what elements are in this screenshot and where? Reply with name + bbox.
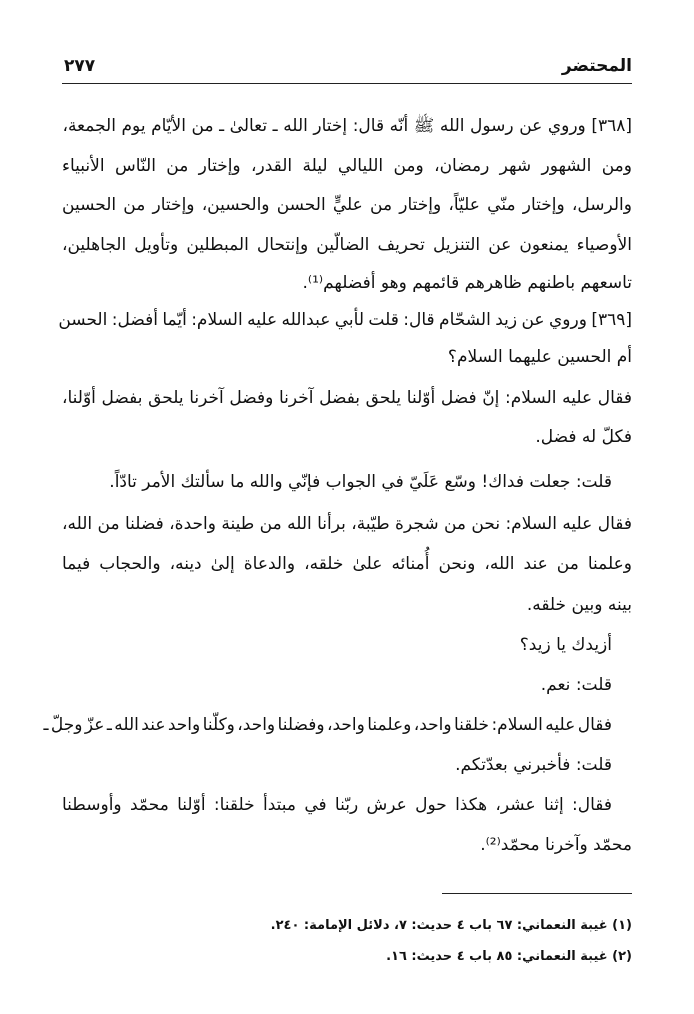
text-line: [٣٦٨] وروي عن رسول الله ﷺ أنّه قال: إختار الله ـ تعالىٰ ـ من الأيّام يوم الجمعة، bbox=[62, 116, 632, 136]
footnote: (٢) غيبة النعماني: ٨٥ باب ٤ حديث: ١٦. bbox=[386, 949, 632, 964]
text-line: فقال عليه السلام: نحن من شجرة طيّبة، برأنا الله من طينة واحدة، فضلنا من الله، bbox=[62, 514, 632, 534]
text-line: والرسل، وإختار منّي عليّاً، وإختار من عليٍّ الحسن والحسين، وإختار من الحسين bbox=[62, 195, 632, 215]
text-line: فقال عليه السلام: خلقنا واحد، وعلمنا واحد، وفضلنا واحد، وكلّنا واحد عند الله ـ عزّ وجلّ ـ bbox=[43, 715, 612, 735]
text-line: بينه وبين خلقه. bbox=[526, 595, 632, 615]
running-title: المحتضر bbox=[561, 56, 632, 76]
header-rule bbox=[62, 83, 632, 84]
text-line: محمّد وآخرنا محمّد⁽²⁾. bbox=[480, 835, 632, 855]
page-number: ٢٧٧ bbox=[64, 56, 96, 76]
text-line: فقال عليه السلام: إنّ فضل أوّلنا يلحق بفضل آخرنا وفضل آخرنا يلحق بفضل أوّلنا، bbox=[62, 388, 632, 408]
text-line: تاسعهم باطنهم ظاهرهم قائمهم وهو أفضلهم⁽¹⁾. bbox=[302, 273, 632, 293]
text-line: فكلّ له فضل. bbox=[535, 427, 632, 447]
text-line: قلت: نعم. bbox=[540, 675, 612, 695]
footnote-rule bbox=[442, 893, 632, 894]
text-line: ومن الشهور شهر رمضان، ومن الليالي ليلة القدر، وإختار من النّاس الأنبياء bbox=[62, 156, 632, 176]
text-line: الأوصياء يمنعون عن التنزيل تحريف الضالّين وإنتحال المبطلين وتأويل الجاهلين، bbox=[62, 235, 632, 255]
text-line: أم الحسين عليهما السلام؟ bbox=[447, 347, 632, 367]
text-line: أزيدك يا زيد؟ bbox=[519, 635, 612, 655]
text-line: وعلمنا من عند الله، ونحن أُمنائه علىٰ خلقه، والدعاة إلىٰ دينه، والحجاب فيما bbox=[62, 554, 632, 574]
text-line: [٣٦٩] وروي عن زيد الشحّام قال: قلت لأبي عبدالله عليه السلام: أيّما أفضل: الحسن bbox=[58, 310, 632, 330]
text-line: فقال: إثنا عشر، هكذا حول عرش ربّنا في مبتدأ خلقنا: أوّلنا محمّد وأوسطنا bbox=[62, 795, 612, 815]
footnote: (١) غيبة النعماني: ٦٧ باب ٤ حديث: ٧، دلائل الإمامة: ٢٤٠. bbox=[270, 918, 632, 933]
text-line: قلت: فأخبرني بعدّتكم. bbox=[455, 755, 612, 775]
text-line: قلت: جعلت فداك! وسّع عَلَيّ في الجواب فإنّي والله ما سألتك الأمر تادّاً. bbox=[109, 472, 612, 492]
